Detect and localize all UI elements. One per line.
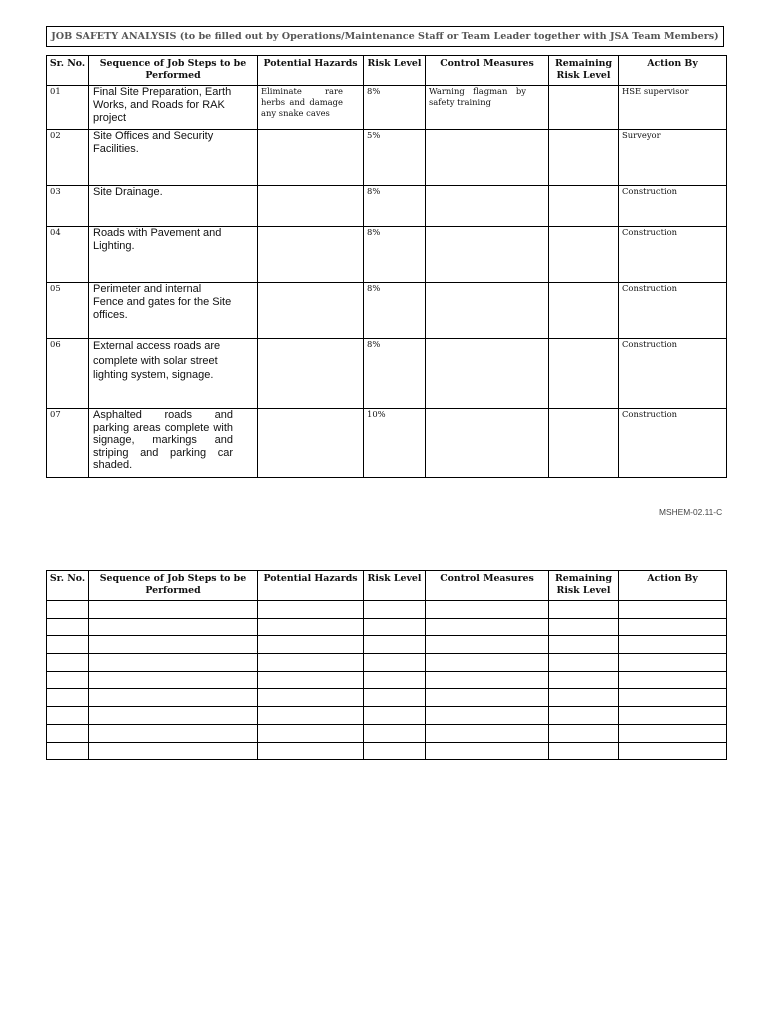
blank-cell <box>549 654 619 672</box>
blank-cell <box>549 618 619 636</box>
cell-action-by: Construction <box>619 283 727 339</box>
document-title: JOB SAFETY ANALYSIS (to be filled out by Operations/Maintenance Staff or Team Leader together with JSA Team Members) <box>46 26 724 47</box>
blank-cell <box>549 724 619 742</box>
blank-cell <box>47 671 89 689</box>
blank-cell <box>426 724 549 742</box>
col-header-control-measures: Control Measures <box>426 56 549 86</box>
blank-cell <box>619 618 727 636</box>
jsa-table-blank <box>46 570 727 760</box>
cell-remaining-risk <box>549 86 619 130</box>
cell-action-by: Surveyor <box>619 130 727 186</box>
cell-risk-level: 8% <box>364 86 426 130</box>
col-header-remaining-risk-level: Remaining Risk Level <box>549 56 619 86</box>
table-header-row <box>47 56 727 86</box>
cell-job-step: Final Site Preparation, Earth Works, and Roads for RAK project <box>89 86 258 130</box>
cell-job-step: Asphalted roads and parking areas complete with signage, markings and striping and parking car shaded. <box>89 409 258 478</box>
cell-action-by: Construction <box>619 227 727 283</box>
col-header-potential-hazards: Potential Hazards <box>258 571 364 601</box>
blank-cell <box>426 601 549 619</box>
blank-table-row <box>47 636 727 654</box>
blank-cell <box>426 636 549 654</box>
table-row <box>47 186 727 227</box>
cell-control-measures <box>426 339 549 409</box>
cell-control-measures <box>426 283 549 339</box>
col-header-sr-no: Sr. No. <box>47 56 89 86</box>
cell-action-by: Construction <box>619 186 727 227</box>
col-header-potential-hazards: Potential Hazards <box>258 56 364 86</box>
col-header-remaining-risk-level: Remaining Risk Level <box>549 571 619 601</box>
cell-action-by: HSE supervisor <box>619 86 727 130</box>
blank-cell <box>549 689 619 707</box>
blank-cell <box>89 618 258 636</box>
blank-cell <box>426 742 549 760</box>
blank-cell <box>258 707 364 725</box>
cell-remaining-risk <box>549 130 619 186</box>
blank-cell <box>364 618 426 636</box>
blank-cell <box>47 724 89 742</box>
cell-sr-no: 02 <box>47 130 89 186</box>
blank-cell <box>364 654 426 672</box>
cell-control-measures: Warning flagman by safety training <box>426 86 549 130</box>
blank-cell <box>549 707 619 725</box>
table-row <box>47 130 727 186</box>
table-header-row <box>47 571 727 601</box>
cell-potential-hazard <box>258 186 364 227</box>
blank-cell <box>258 601 364 619</box>
cell-potential-hazard <box>258 130 364 186</box>
blank-cell <box>258 671 364 689</box>
blank-cell <box>619 742 727 760</box>
cell-remaining-risk <box>549 227 619 283</box>
cell-sr-no: 01 <box>47 86 89 130</box>
cell-action-by: Construction <box>619 409 727 478</box>
cell-control-measures <box>426 186 549 227</box>
blank-cell <box>364 636 426 654</box>
blank-cell <box>426 707 549 725</box>
col-header-sr-no: Sr. No. <box>47 571 89 601</box>
blank-cell <box>47 689 89 707</box>
blank-cell <box>364 707 426 725</box>
blank-cell <box>47 636 89 654</box>
cell-sr-no: 03 <box>47 186 89 227</box>
blank-cell <box>89 689 258 707</box>
cell-remaining-risk <box>549 283 619 339</box>
table-row <box>47 86 727 130</box>
cell-risk-level: 10% <box>364 409 426 478</box>
blank-cell <box>258 689 364 707</box>
blank-cell <box>426 671 549 689</box>
blank-cell <box>89 636 258 654</box>
col-header-action-by: Action By <box>619 571 727 601</box>
blank-cell <box>619 707 727 725</box>
blank-cell <box>619 671 727 689</box>
blank-cell <box>619 689 727 707</box>
blank-table-row <box>47 742 727 760</box>
cell-job-step: Site Drainage. <box>89 186 258 227</box>
cell-risk-level: 8% <box>364 227 426 283</box>
cell-remaining-risk <box>549 409 619 478</box>
cell-potential-hazard <box>258 339 364 409</box>
blank-cell <box>549 601 619 619</box>
blank-cell <box>364 601 426 619</box>
cell-remaining-risk <box>549 186 619 227</box>
blank-cell <box>364 724 426 742</box>
blank-cell <box>258 636 364 654</box>
blank-cell <box>47 654 89 672</box>
cell-potential-hazard <box>258 283 364 339</box>
cell-job-step: Site Offices and Security Facilities. <box>89 130 258 186</box>
table-row <box>47 227 727 283</box>
blank-cell <box>426 618 549 636</box>
cell-job-step: External access roads are complete with solar street lighting system, signage. <box>89 339 258 409</box>
col-header-risk-level: Risk Level <box>364 56 426 86</box>
col-header-action-by: Action By <box>619 56 727 86</box>
blank-cell <box>258 654 364 672</box>
cell-risk-level: 8% <box>364 186 426 227</box>
blank-cell <box>47 742 89 760</box>
cell-control-measures <box>426 227 549 283</box>
blank-cell <box>258 618 364 636</box>
col-header-job-steps: Sequence of Job Steps to be Performed <box>89 571 258 601</box>
blank-cell <box>89 742 258 760</box>
blank-cell <box>89 707 258 725</box>
cell-risk-level: 8% <box>364 283 426 339</box>
blank-cell <box>549 742 619 760</box>
blank-cell <box>426 689 549 707</box>
blank-cell <box>364 671 426 689</box>
blank-table-row <box>47 671 727 689</box>
blank-cell <box>619 724 727 742</box>
blank-table-row <box>47 601 727 619</box>
cell-remaining-risk <box>549 339 619 409</box>
blank-cell <box>47 601 89 619</box>
cell-control-measures <box>426 130 549 186</box>
cell-sr-no: 07 <box>47 409 89 478</box>
cell-risk-level: 5% <box>364 130 426 186</box>
cell-job-step: Roads with Pavement and Lighting. <box>89 227 258 283</box>
table-row <box>47 409 727 478</box>
blank-table-row <box>47 689 727 707</box>
blank-cell <box>89 601 258 619</box>
blank-cell <box>258 742 364 760</box>
cell-sr-no: 05 <box>47 283 89 339</box>
blank-cell <box>364 689 426 707</box>
jsa-table-filled <box>46 55 727 478</box>
table-row <box>47 339 727 409</box>
col-header-job-steps: Sequence of Job Steps to be Performed <box>89 56 258 86</box>
blank-cell <box>426 654 549 672</box>
cell-potential-hazard <box>258 227 364 283</box>
cell-sr-no: 04 <box>47 227 89 283</box>
blank-cell <box>89 671 258 689</box>
cell-sr-no: 06 <box>47 339 89 409</box>
cell-control-measures <box>426 409 549 478</box>
cell-job-step: Perimeter and internal Fence and gates for the Site offices. <box>89 283 258 339</box>
blank-cell <box>619 654 727 672</box>
blank-cell <box>89 724 258 742</box>
col-header-risk-level: Risk Level <box>364 571 426 601</box>
blank-cell <box>47 618 89 636</box>
blank-cell <box>549 636 619 654</box>
table-row <box>47 283 727 339</box>
blank-table-row <box>47 724 727 742</box>
blank-cell <box>549 671 619 689</box>
col-header-control-measures: Control Measures <box>426 571 549 601</box>
blank-cell <box>619 636 727 654</box>
blank-table-row <box>47 707 727 725</box>
blank-cell <box>619 601 727 619</box>
blank-cell <box>258 724 364 742</box>
blank-cell <box>89 654 258 672</box>
cell-action-by: Construction <box>619 339 727 409</box>
blank-table-row <box>47 618 727 636</box>
blank-cell <box>47 707 89 725</box>
cell-potential-hazard: Eliminate rare herbs and damage any snake caves <box>258 86 364 130</box>
cell-potential-hazard <box>258 409 364 478</box>
cell-risk-level: 8% <box>364 339 426 409</box>
document-code: MSHEM-02.11-C <box>659 507 723 517</box>
blank-table-row <box>47 654 727 672</box>
blank-cell <box>364 742 426 760</box>
